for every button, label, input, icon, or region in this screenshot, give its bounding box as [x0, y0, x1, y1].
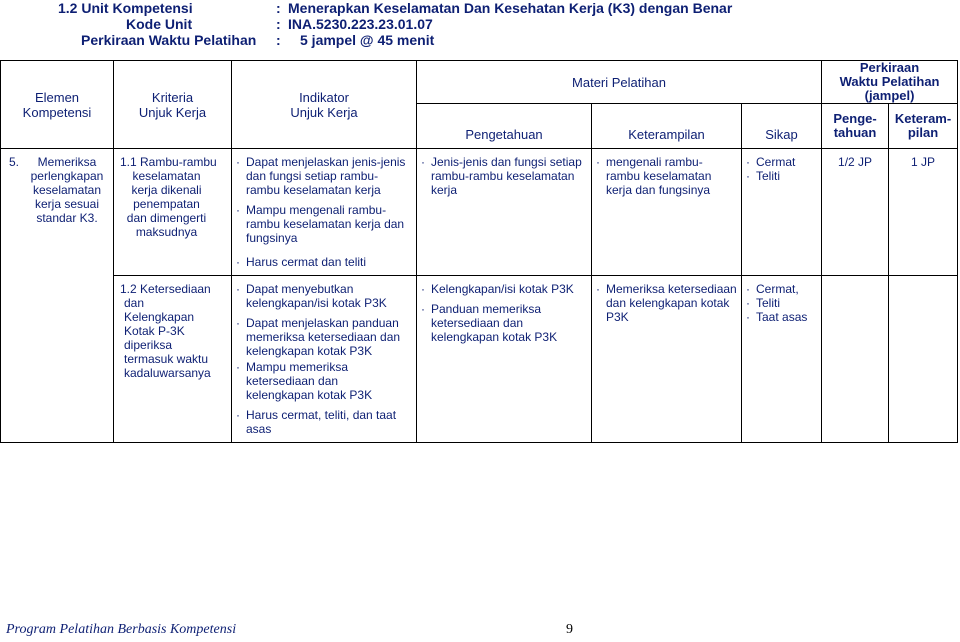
attitude-line: Teliti	[756, 296, 781, 310]
indicator-cell	[232, 149, 417, 276]
header-time-knowledge	[822, 104, 889, 149]
indicator-line: Harus cermat, teliti, dan taat	[246, 408, 397, 422]
list-item	[746, 296, 817, 310]
criteria-line: diperiksa	[124, 338, 173, 352]
header-skill: Keterampilan	[592, 104, 742, 149]
indicator-line: fungsinya	[246, 231, 298, 245]
bullet-icon: ·	[421, 282, 425, 296]
criteria-line: Kelengkapan	[124, 310, 195, 324]
bullet-icon: ·	[236, 316, 240, 330]
criteria-line: 1.2 Ketersediaan	[120, 282, 211, 296]
skill-line: dan kelengkapan kotak	[606, 296, 730, 310]
bullet-icon: ·	[236, 282, 240, 296]
element-line: kerja sesuai	[34, 197, 100, 211]
element-cell	[1, 149, 114, 443]
indicator-cell	[232, 276, 417, 443]
attitude-line: Cermat	[756, 155, 796, 169]
list-item	[746, 169, 817, 183]
header-time-line: Waktu Pelatihan	[839, 74, 940, 89]
list-item	[236, 316, 412, 358]
header-indicator-line: Indikator	[299, 89, 349, 105]
knowledge-line: Jenis-jenis dan fungsi setiap	[431, 155, 582, 169]
indicator-line: dan fungsi setiap rambu-	[246, 169, 379, 183]
training-time-label: Perkiraan Waktu Pelatihan	[81, 32, 257, 48]
attitude-line: Taat asas	[756, 310, 808, 324]
indicator-line: memeriksa ketersediaan dan	[246, 330, 401, 344]
header-time-skill-line: pilan	[907, 125, 939, 140]
header-time-skill-line: Keteram-	[894, 111, 952, 126]
criteria-line: keselamatan	[132, 169, 201, 183]
skill-cell	[592, 149, 742, 276]
header-criteria-line: Unjuk Kerja	[138, 104, 207, 120]
knowledge-line: rambu-rambu keselamatan	[431, 169, 575, 183]
knowledge-cell	[417, 276, 592, 443]
header-time-estimate	[822, 61, 958, 104]
indicator-line: ketersediaan dan	[246, 374, 339, 388]
indicator-line: kelengkapan kotak P3K	[246, 344, 373, 358]
indicator-line: Harus cermat dan teliti	[246, 255, 367, 269]
knowledge-line: Panduan memeriksa	[431, 302, 542, 316]
footer-program-title: Program Pelatihan Berbasis Kompetensi	[6, 622, 237, 637]
bullet-icon: ·	[236, 255, 240, 269]
header-knowledge: Pengetahuan	[417, 104, 592, 149]
header-time-knowledge-line: Penge-	[833, 111, 877, 126]
bullet-icon: ·	[746, 282, 750, 296]
indicator-line: Mampu mengenali rambu-	[246, 203, 387, 217]
jp-knowledge-cell	[822, 149, 889, 276]
header-criteria	[114, 61, 232, 149]
bullet-icon: ·	[746, 155, 750, 169]
criteria-line: dan	[124, 296, 145, 310]
jp-knowledge-cell	[822, 276, 889, 443]
list-item	[596, 155, 737, 197]
jp-skill-cell	[889, 276, 958, 443]
competency-table	[0, 60, 958, 443]
criteria-cell	[114, 149, 232, 276]
header-material: Materi Pelatihan	[417, 61, 822, 104]
skill-line: P3K	[606, 310, 629, 324]
colon: :	[276, 0, 281, 16]
indicator-line: Dapat menjelaskan panduan	[246, 316, 399, 330]
list-item	[596, 282, 737, 324]
bullet-icon: ·	[421, 155, 425, 169]
header-element	[1, 61, 114, 149]
criteria-line: kerja dikenali	[131, 183, 202, 197]
bullet-icon: ·	[746, 296, 750, 310]
list-item	[421, 302, 587, 344]
indicator-line: kelengkapan/isi kotak P3K	[246, 296, 387, 310]
header-indicator	[232, 61, 417, 149]
attitude-cell	[742, 149, 822, 276]
indicator-line: asas	[246, 422, 272, 436]
list-item	[421, 155, 587, 197]
bullet-icon: ·	[236, 203, 240, 217]
header-criteria-line: Kriteria	[151, 89, 194, 105]
header-time-skill	[889, 104, 958, 149]
knowledge-line: kerja	[431, 183, 458, 197]
training-time-value: 5 jampel @ 45 menit	[300, 32, 435, 48]
skill-line: rambu keselamatan	[606, 169, 712, 183]
bullet-icon: ·	[421, 302, 425, 316]
knowledge-line: Kelengkapan/isi kotak P3K	[431, 282, 574, 296]
list-item	[746, 310, 817, 324]
list-item	[236, 203, 412, 245]
bullet-icon: ·	[746, 310, 750, 324]
bullet-icon: ·	[236, 408, 240, 422]
unit-competency-value: Menerapkan Keselamatan Dan Kesehatan Kerja (K3) dengan Benar	[288, 0, 733, 16]
attitude-line: Cermat,	[756, 282, 799, 296]
list-item	[236, 282, 412, 310]
header-element-line: Kompetensi	[22, 104, 92, 120]
header-element-line: Elemen	[34, 89, 80, 105]
criteria-line: maksudnya	[135, 225, 198, 239]
bullet-icon: ·	[596, 155, 600, 169]
indicator-line: Dapat menyebutkan	[246, 282, 354, 296]
header-time-knowledge-line: tahuan	[833, 125, 877, 140]
list-item	[421, 282, 587, 296]
criteria-line: dan dimengerti	[126, 211, 207, 225]
list-item	[236, 255, 412, 269]
jp-knowledge-value: 1/2 JP	[838, 155, 873, 169]
list-item	[236, 408, 412, 436]
bullet-icon: ·	[746, 169, 750, 183]
element-line: Memeriksa	[37, 155, 97, 169]
jp-knowledge-value	[822, 276, 888, 288]
table-row	[1, 149, 958, 276]
list-item	[236, 360, 412, 402]
indicator-line: Dapat menjelaskan jenis-jenis	[246, 155, 406, 169]
bullet-icon: ·	[596, 282, 600, 296]
indicator-line: Mampu memeriksa	[246, 360, 349, 374]
knowledge-line: ketersediaan dan	[431, 316, 524, 330]
colon: :	[276, 32, 281, 48]
skill-line: mengenali rambu-	[606, 155, 703, 169]
criteria-line: termasuk waktu	[124, 352, 209, 366]
knowledge-cell	[417, 149, 592, 276]
unit-code-value: INA.5230.223.23.01.07	[288, 16, 433, 32]
element-number: 5.	[9, 155, 20, 169]
attitude-cell	[742, 276, 822, 443]
list-item	[236, 155, 412, 197]
list-item	[746, 155, 817, 169]
page-number: 9	[566, 622, 573, 637]
skill-line: Memeriksa ketersediaan	[606, 282, 737, 296]
unit-code-label: Kode Unit	[126, 16, 193, 32]
criteria-cell	[114, 276, 232, 443]
jp-skill-cell	[889, 149, 958, 276]
skill-cell	[592, 276, 742, 443]
unit-competency-label: 1.2 Unit Kompetensi	[58, 0, 193, 16]
header-time-line: (jampel)	[864, 88, 915, 103]
bullet-icon: ·	[236, 360, 240, 374]
table-row	[1, 276, 958, 443]
indicator-line: kelengkapan kotak P3K	[246, 388, 373, 402]
indicator-line: rambu keselamatan kerja	[246, 183, 381, 197]
element-line: keselamatan	[32, 183, 102, 197]
jp-skill-value	[889, 276, 957, 288]
indicator-line: rambu keselamatan kerja dan	[246, 217, 405, 231]
skill-line: kerja dan fungsinya	[606, 183, 711, 197]
criteria-line: penempatan	[133, 197, 200, 211]
colon: :	[276, 16, 281, 32]
attitude-line: Teliti	[756, 169, 781, 183]
header-attitude: Sikap	[742, 104, 822, 149]
criteria-line: kadaluwarsanya	[124, 366, 211, 380]
criteria-line: Kotak P-3K	[124, 324, 185, 338]
jp-skill-value: 1 JP	[911, 155, 936, 169]
knowledge-line: kelengkapan kotak P3K	[431, 330, 558, 344]
element-line: perlengkapan	[30, 169, 104, 183]
list-item	[746, 282, 817, 296]
bullet-icon: ·	[236, 155, 240, 169]
criteria-line: 1.1 Rambu-rambu	[120, 155, 217, 169]
header-indicator-line: Unjuk Kerja	[290, 104, 358, 120]
header-time-line: Perkiraan	[859, 60, 920, 75]
element-line: standar K3.	[36, 211, 98, 225]
